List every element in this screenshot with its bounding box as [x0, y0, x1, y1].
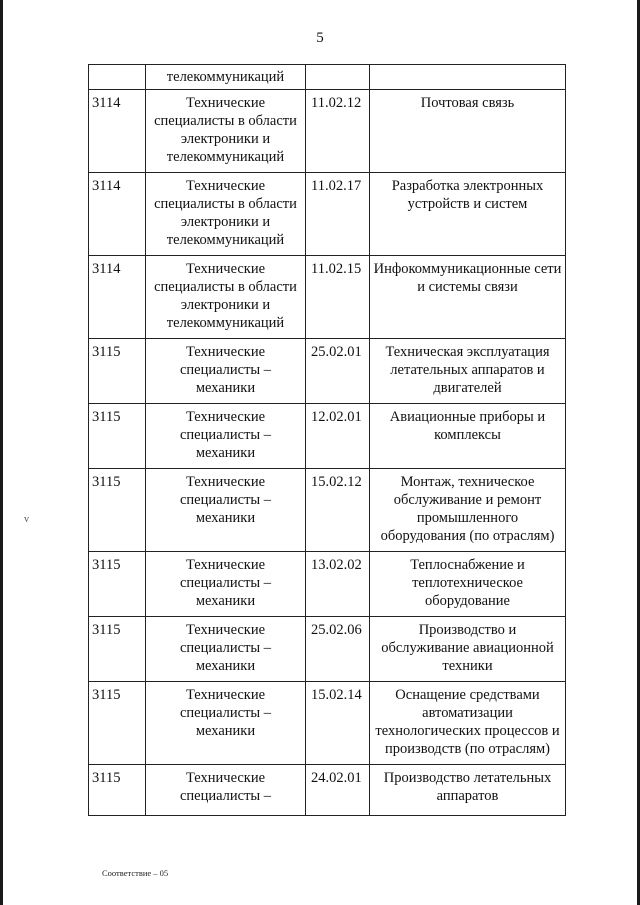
specialty-name-cell: Производство и обслуживание авиационной техники: [370, 617, 566, 682]
specialty-name-cell: Оснащение средствами автоматизации технологических процессов и производств (по отраслям): [370, 682, 566, 765]
specialty-name-cell: Авиационные приборы и комплексы: [370, 404, 566, 469]
occupation-name-cell: Технические специалисты – механики: [146, 469, 306, 552]
table-row: [89, 617, 566, 682]
stray-mark: v: [24, 514, 29, 525]
occupation-code-cell: 3115: [89, 617, 146, 682]
specialty-name-cell: [370, 65, 566, 90]
specialty-code-cell: 12.02.01: [306, 404, 370, 469]
specialty-name-cell: Теплоснабжение и теплотехническое оборудование: [370, 552, 566, 617]
occupation-code-cell: [89, 65, 146, 90]
scan-edge-left: [0, 0, 3, 905]
page-number: 5: [316, 30, 324, 46]
specialty-name-cell: Инфокоммуникационные сети и системы связи: [370, 256, 566, 339]
specialty-code-cell: 13.02.02: [306, 552, 370, 617]
occupation-name-cell: Технические специалисты в области электроники и телекоммуникаций: [146, 256, 306, 339]
table-row: [89, 256, 566, 339]
occupation-name-cell: Технические специалисты в области электроники и телекоммуникаций: [146, 173, 306, 256]
occupation-name-cell: телекоммуникаций: [146, 65, 306, 90]
occupation-code-cell: 3115: [89, 404, 146, 469]
specialty-code-cell: 25.02.01: [306, 339, 370, 404]
specialty-code-cell: 24.02.01: [306, 765, 370, 816]
specialty-name-cell: Техническая эксплуатация летательных аппаратов и двигателей: [370, 339, 566, 404]
specialty-name-cell: Производство летательных аппаратов: [370, 765, 566, 816]
occupation-name-cell: Технические специалисты в области электроники и телекоммуникаций: [146, 90, 306, 173]
occupation-code-cell: 3114: [89, 90, 146, 173]
occupation-code-cell: 3115: [89, 469, 146, 552]
occupation-name-cell: Технические специалисты – механики: [146, 404, 306, 469]
occupation-code-cell: 3115: [89, 552, 146, 617]
specialty-code-cell: 25.02.06: [306, 617, 370, 682]
occupation-code-cell: 3114: [89, 173, 146, 256]
specialty-name-cell: Разработка электронных устройств и систем: [370, 173, 566, 256]
specialty-code-cell: 11.02.17: [306, 173, 370, 256]
specialty-code-cell: 11.02.15: [306, 256, 370, 339]
occupation-name-cell: Технические специалисты –: [146, 765, 306, 816]
specialty-code-cell: 11.02.12: [306, 90, 370, 173]
occupation-name-cell: Технические специалисты – механики: [146, 339, 306, 404]
occupation-code-cell: 3115: [89, 339, 146, 404]
specialty-code-cell: [306, 65, 370, 90]
table-row: [89, 552, 566, 617]
specialties-table: [88, 64, 566, 816]
occupation-code-cell: 3115: [89, 682, 146, 765]
footer-note: Соответствие – 05: [102, 868, 169, 878]
table-row: [89, 339, 566, 404]
specialty-code-cell: 15.02.14: [306, 682, 370, 765]
table-row: [89, 682, 566, 765]
occupation-name-cell: Технические специалисты – механики: [146, 617, 306, 682]
occupation-code-cell: 3115: [89, 765, 146, 816]
specialty-code-cell: 15.02.12: [306, 469, 370, 552]
occupation-name-cell: Технические специалисты – механики: [146, 552, 306, 617]
table-row: [89, 765, 566, 816]
table-row: [89, 173, 566, 256]
specialty-name-cell: Почтовая связь: [370, 90, 566, 173]
specialty-name-cell: Монтаж, техническое обслуживание и ремонт промышленного оборудования (по отраслям): [370, 469, 566, 552]
table-row: [89, 469, 566, 552]
occupation-name-cell: Технические специалисты – механики: [146, 682, 306, 765]
occupation-code-cell: 3114: [89, 256, 146, 339]
table-row: [89, 404, 566, 469]
table-row: [89, 90, 566, 173]
table-row: [89, 65, 566, 90]
